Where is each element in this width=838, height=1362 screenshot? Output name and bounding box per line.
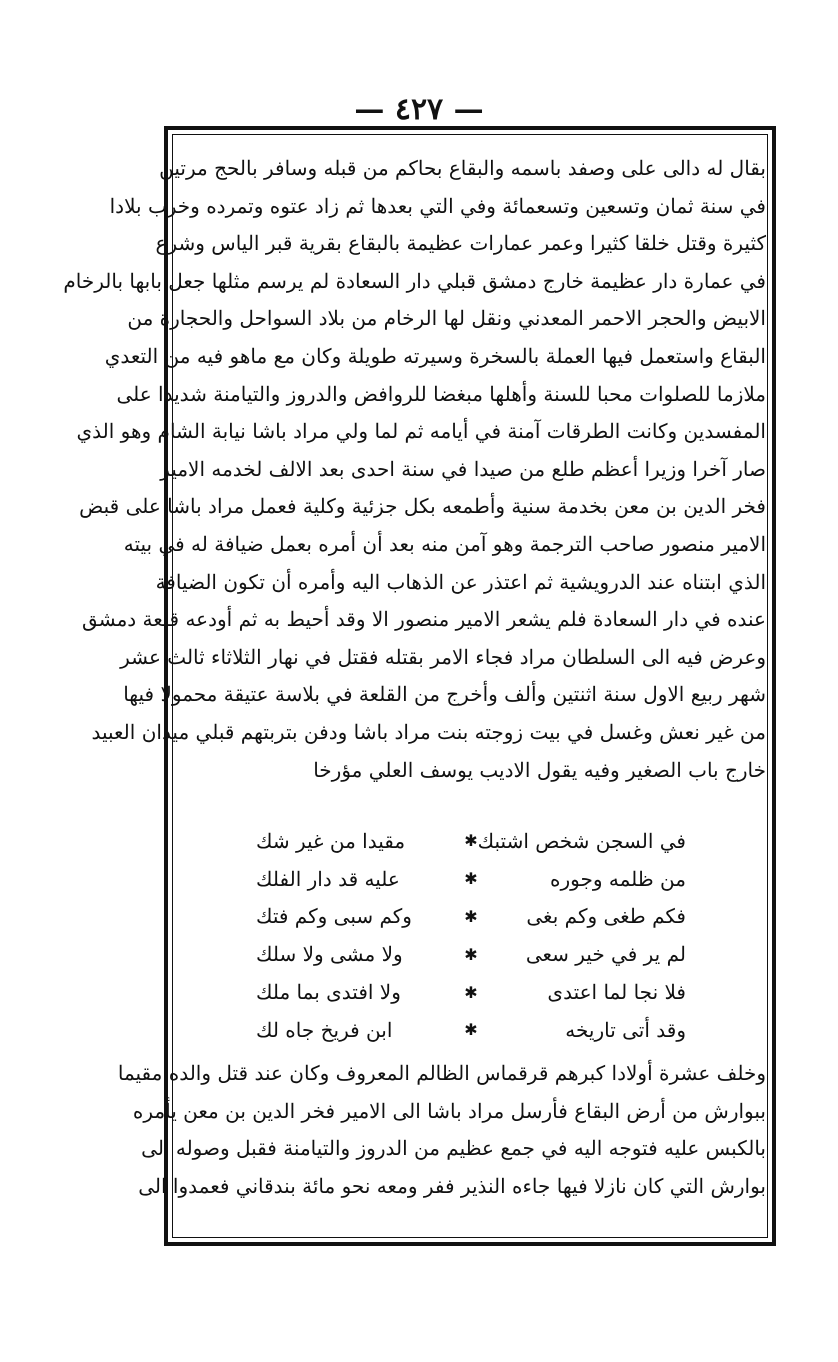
text-line: من غير نعش وغسل في بيت زوجته بنت مراد باشا ودفن بتربتهم قبلي ميدان العبيد [91,719,766,744]
verse-second-hemistich: وكم سبى وكم فتك [256,904,412,929]
text-line: ببوارش من أرض البقاع فأرسل مراد باشا الى الامير فخر الدين بن معن يأمره [132,1098,766,1123]
paragraph-top [63,150,766,789]
text-line: وعرض فيه الى السلطان مراد فجاء الامر بقتله فقتل في نهار الثلاثاء ثالث عشر [120,644,766,669]
verse-second-hemistich: مقيدا من غير شك [256,828,406,853]
text-line: صار آخرا وزيرا أعظم طلع من صيدا في سنة احدى بعد الالف لخدمه الامير [160,456,766,481]
text-line: بوارش التي كان نازلا فيها جاءه النذير ففر ومعه نحو مائة بندقاني فعمدوا الى [138,1173,766,1198]
verse-separator-asterisk: ✱ [464,906,478,926]
text-line: في عمارة دار عظيمة خارج دمشق قبلي دار السعادة لم يرسم مثلها جعل بابها بالرخام [63,268,766,293]
poem-verse [176,822,766,860]
verse-second-hemistich: ابن فريخ جاه لك [256,1017,393,1042]
text-line: البقاع واستعمل فيها العملة بالسخرة وسيرته طويلة وكان مع ماهو فيه من التعدي [104,343,766,368]
text-line: الابيض والحجر الاحمر المعدني ونقل لها الرخام من بلاد السواحل والحجارة من [127,306,766,331]
verse-second-hemistich: ولا مشى ولا سلك [256,942,403,967]
verse-second-hemistich: عليه قد دار الفلك [256,866,400,891]
verse-second-hemistich: ولا افتدى بما ملك [256,980,401,1005]
text-line: شهر ربيع الاول سنة اثنتين وألف وأخرج من القلعة في بلاسة عتيقة محمولا فيها [123,682,766,707]
poem-verse [176,1011,766,1049]
poem [176,822,766,1049]
poem-verse [176,898,766,936]
poem-verse [176,935,766,973]
poem-verse [176,860,766,898]
verse-first-hemistich: لم ير في خير سعى [525,942,686,967]
text-line: وخلف عشرة أولادا كبرهم قرقماس الظالم المعروف وكان عند قتل والده مقيما [117,1061,766,1085]
verse-first-hemistich: فلا نجا لما اعتدى [547,980,686,1005]
verse-first-hemistich: من ظلمه وجوره [550,866,686,891]
verse-separator-asterisk: ✱ [464,1020,478,1040]
text-line: الذي ابتناه عند الدرويشية ثم اعتذر عن الذهاب اليه وأمره أن تكون الضيافة [155,569,766,594]
verse-separator-asterisk: ✱ [464,944,478,964]
verse-first-hemistich: فكم طغى وكم بغى [526,904,686,929]
text-line: خارج باب الصغير وفيه يقول الاديب يوسف العلي مؤرخا [313,757,766,782]
page-number: — ٤٢٧ — [354,92,484,127]
text-line: الامير منصور صاحب الترجمة وهو آمن منه بعد أن أمره بعمل ضيافة له في بيته [123,531,766,556]
text-line: ملازما للصلوات محبا للسنة وأهلها مبغضا للروافض والدروز والتيامنة شديدا على [116,381,766,406]
verse-first-hemistich: في السجن شخص اشتبك [477,828,686,853]
verse-separator-asterisk: ✱ [464,869,478,889]
text-line: كثيرة وقتل خلقا كثيرا وعمر عمارات عظيمة بالبقاع بقرية قبر الياس وشرع [155,231,766,256]
text-line: في سنة ثمان وتسعين وتسعمائة وفي التي بعدها ثم زاد عتوه وتمرده وخرب بلادا [109,193,766,218]
text-line: بقال له دالى على وصفد باسمه والبقاع بحاكم من قبله وسافر بالحج مرتين [159,156,766,180]
text-line: عنده في دار السعادة فلم يشعر الامير منصور الا وقد أحيط به ثم أودعه قلعة دمشق [82,607,766,632]
poem-verse [176,973,766,1011]
text-line: فخر الدين بن معن بخدمة سنية وأطمعه بكل جزئية وكلية فعمل مراد باشا على قبض [79,494,766,519]
verse-separator-asterisk: ✱ [464,831,478,851]
text-line: المفسدين وكانت الطرقات آمنة في أيامه ثم لما ولي مراد باشا نيابة الشام وهو الذي [76,419,766,444]
verse-separator-asterisk: ✱ [464,982,478,1002]
verse-first-hemistich: وقد أتى تاريخه [565,1017,686,1042]
paragraph-bottom [117,1055,766,1205]
text-line: بالكبس عليه فتوجه اليه في جمع عظيم من الدروز والتيامنة فقبل وصوله الى [141,1136,766,1161]
